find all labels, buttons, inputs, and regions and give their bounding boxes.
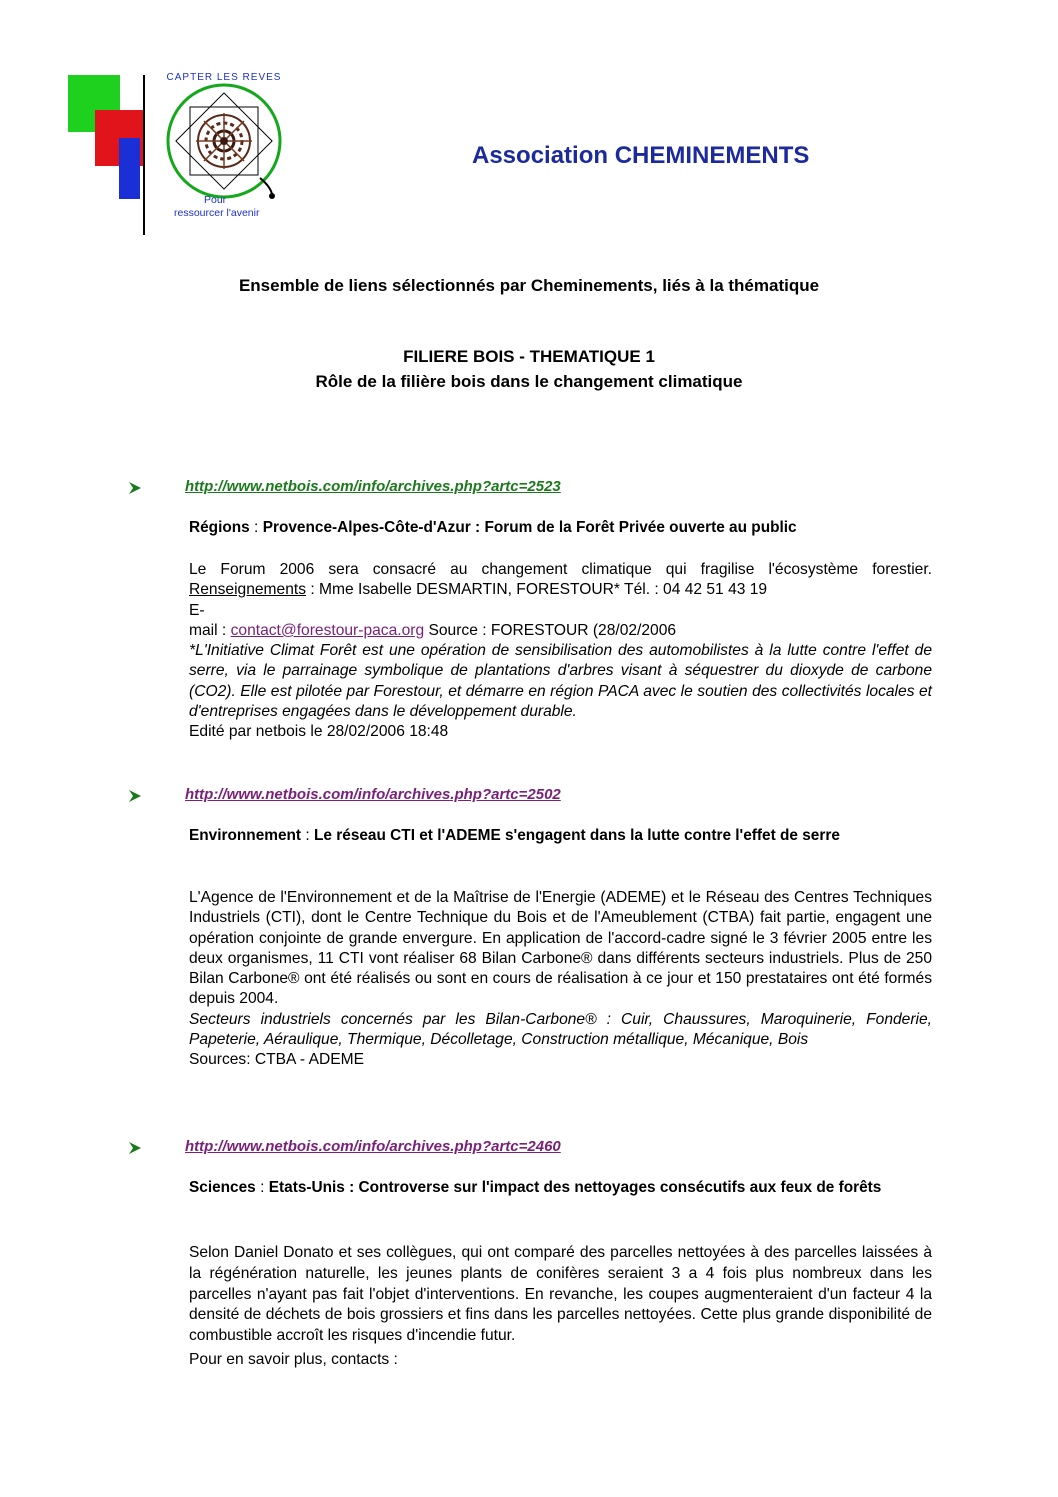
entry-1-email-link[interactable]: contact@forestour-paca.org — [230, 621, 425, 639]
entry-1-title: Provence-Alpes-Côte-d'Azur : Forum de la Forêt Privée ouverte au public — [262, 519, 797, 536]
entry-1-text-c: E- — [189, 601, 205, 619]
entry-1-heading — [189, 518, 932, 538]
entry-2-title: Le réseau CTI et l'ADEME s'engagent dans la lutte contre l'effet de serre — [314, 827, 840, 844]
theme-line-2: Rôle de la filière bois dans le changement climatique — [315, 372, 743, 391]
entry-1-sep: : — [249, 519, 263, 536]
header-divider — [143, 75, 145, 235]
entry-1-edited: Edité par netbois le 28/02/2006 18:48 — [189, 723, 449, 741]
entry-2-url[interactable]: http://www.netbois.com/info/archives.php?artc=2502 — [185, 786, 561, 803]
entry-3-category: Sciences — [189, 1179, 256, 1196]
entry-1-url[interactable]: http://www.netbois.com/info/archives.php?artc=2523 — [185, 478, 561, 495]
entry-3-text: Selon Daniel Donato et ses collègues, qui ont comparé des parcelles nettoyées à des parcelles laissées à la régénération naturelle, les jeunes plants de conifères seraient 3 a 4 fois plus nombreux dans les parcelles n'ayant pas fait l'objet d'interventions. En revanche, les coupes augmenteraient d'un facteur 4 la densité de déchets de bois grossiers et fins dans les parcelles nettoyées. Cette plus grande disponibilité de combustible accroît les risques d'incendie futur. — [189, 1244, 932, 1345]
association-logo — [160, 72, 288, 226]
entry-3-body — [189, 1243, 932, 1371]
entry-1-text-b: : Mme Isabelle DESMARTIN, FORESTOUR* Tél. : 04 42 51 43 19 — [306, 581, 768, 599]
entry-3-title: Etats-Unis : Controverse sur l'impact des nettoyages consécutifs aux feux de forêts — [268, 1179, 882, 1196]
entry-2-text: L'Agence de l'Environnement et de la Maîtrise de l'Energie (ADEME) et le Réseau des Centres Techniques Industriels (CTI), dont le Centre Technique du Bois et de l'Ameublement (CTBA) fait partie, engagent une opération conjointe de grande envergure. En application de l'accord-cadre signé le 3 février 2005 entre les deux organismes, 11 CTI vont réaliser 68 Bilan Carbone® dans différents secteurs industriels. Plus de 250 Bilan Carbone® ont été réalisés ou sont en cours de réalisation à ce jour et 150 prestataires ont été formés depuis 2004. — [189, 889, 932, 1008]
logo-arc-text: CAPTER LES REVES — [166, 72, 282, 83]
entry-1-text-d: mail : — [189, 621, 227, 639]
entry-2-italic-note: Secteurs industriels concernés par les Bilan-Carbone® : Cuir, Chaussures, Maroquinerie, Fonderie, Papeterie, Aéraulique, Thermique, Décolletage, Construction métallique, Mécanique, Bois — [189, 1010, 932, 1049]
entry-2-sources: Sources: CTBA - ADEME — [189, 1051, 365, 1069]
entry-3-more: Pour en savoir plus, contacts : — [189, 1350, 398, 1368]
theme-line-1: FILIERE BOIS - THEMATIQUE 1 — [403, 347, 655, 366]
entry-1-renseignements: Renseignements — [189, 581, 307, 599]
entry-3-url[interactable]: http://www.netbois.com/info/archives.php?artc=2460 — [185, 1138, 561, 1155]
entry-1-body — [189, 560, 932, 743]
entry-1-category: Régions — [189, 519, 250, 536]
logo-blue-square — [119, 138, 140, 199]
intro-heading: Ensemble de liens sélectionnés par Cheminements, liés à la thématique — [238, 276, 820, 295]
logo-tagline-1: Pour — [204, 194, 227, 206]
entry-3-heading — [189, 1178, 932, 1198]
entry-2-category: Environnement — [189, 827, 302, 844]
logo-tagline-2: ressourcer l'avenir — [174, 207, 260, 219]
entry-1-text-a: Le Forum 2006 sera consacré au changement climatique qui fragilise l'écosystème forestier. — [189, 561, 932, 578]
org-title: Association CHEMINEMENTS — [472, 142, 810, 169]
entry-2-heading — [189, 826, 932, 846]
entry-2-sep: : — [301, 827, 315, 844]
arrow-bullet-icon — [127, 480, 143, 496]
arrow-bullet-icon — [127, 788, 143, 804]
entry-3-sep: : — [255, 1179, 269, 1196]
entry-1-italic-note: *L'Initiative Climat Forêt est une opération de sensibilisation des automobilistes à la lutte contre l'effet de serre, via le parrainage symbolique de plantations d'arbres visant à séquestrer du dioxyde de carbone (CO2). Elle est pilotée par Forestour, et démarre en région PACA avec le soutien des collectivités locales et d'entreprises engagées dans le développement durable. — [189, 642, 932, 721]
entry-2-body — [189, 888, 932, 1071]
entry-1-text-e: Source : FORESTOUR (28/02/2006 — [424, 621, 677, 639]
arrow-bullet-icon — [127, 1140, 143, 1156]
